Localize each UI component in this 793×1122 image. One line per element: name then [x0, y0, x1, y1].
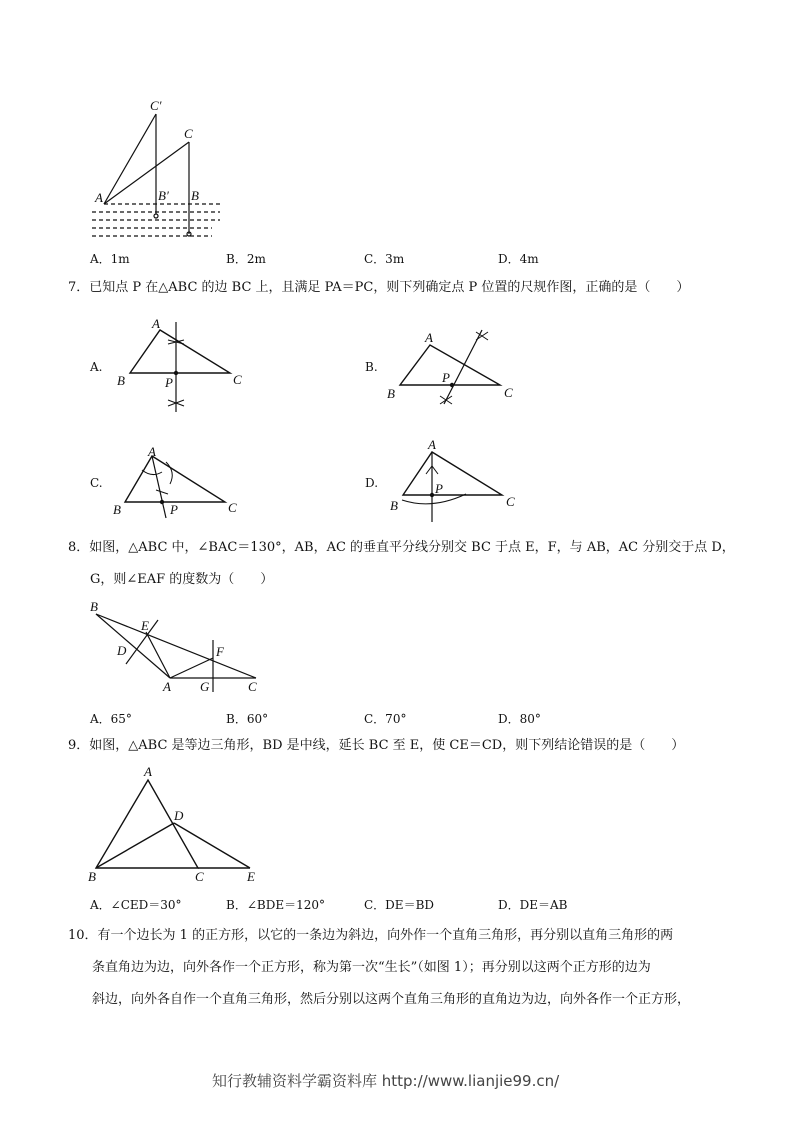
q7c-label-B: B [113, 502, 121, 517]
q8-option-d: D．80° [498, 712, 541, 726]
q9-label-D: D [174, 808, 184, 823]
q6-option-b: B．2m [226, 252, 266, 266]
q8-option-b: B．60° [226, 712, 269, 726]
q7-option-a-letter: A. [90, 360, 103, 374]
q6-option-c: C．3m [364, 252, 405, 266]
q6-option-a: A．1m [90, 252, 130, 266]
q8-option-a: A．65° [90, 712, 132, 726]
q8-label-D: D [117, 643, 127, 658]
q10-line2: 条直角边为边，向外各作一个正方形，称为第一次“生长”（如图 1）；再分别以这两个正方形的边为 [92, 960, 651, 975]
q7d-label-B: B [390, 498, 398, 513]
q6-label-Cprime: C′ [150, 98, 162, 113]
q9-option-b: B．∠BDE＝120° [226, 898, 325, 912]
q7-stem: 7．已知点 P 在△ABC 的边 BC 上，且满足 PA＝PC，则下列确定点 P 位置的尺规作图，正确的是（ ） [68, 280, 690, 295]
q6-option-d: D．4m [498, 252, 539, 266]
q7b-label-P: P [442, 370, 450, 385]
q7d-label-A: A [428, 437, 436, 452]
q7a-label-P: P [165, 375, 173, 390]
q9-label-C: C [195, 869, 204, 884]
q8-label-A: A [163, 679, 171, 694]
q9-label-B: B [88, 869, 96, 884]
q7b-label-A: A [425, 330, 433, 345]
q8-label-G: G [200, 679, 210, 694]
q7a-label-A: A [152, 316, 160, 331]
q7a-label-C: C [233, 372, 242, 387]
q7d-label-P: P [435, 481, 443, 496]
q9-option-d: D．DE＝AB [498, 898, 568, 912]
q7c-label-C: C [228, 500, 237, 515]
q10-line3: 斜边，向外各自作一个直角三角形，然后分别以这两个直角三角形的直角边为边，向外各作一个正方形， [92, 992, 691, 1007]
q6-label-Bprime: B′ [158, 188, 169, 203]
q6-label-A: A [95, 190, 103, 205]
q7b-label-C: C [504, 385, 513, 400]
q7c-label-A: A [148, 444, 156, 459]
q7a-label-B: B [117, 373, 125, 388]
q8-stem-line2: G，则∠EAF 的度数为（ ） [90, 572, 274, 587]
page-footer: 知行教辅资料学霸资料库 http://www.lianjie99.cn/ [212, 1072, 560, 1090]
q9-option-a: A．∠CED＝30° [90, 898, 182, 912]
q6-label-B: B [191, 188, 199, 203]
q10-line1: 10．有一个边长为 1 的正方形，以它的一条边为斜边，向外作一个直角三角形，再分别以直角三角形的两 [68, 928, 674, 943]
q7-option-d-letter: D. [365, 476, 379, 490]
q8-label-C: C [248, 679, 257, 694]
q7c-label-P: P [170, 502, 178, 517]
q7-option-b-letter: B. [365, 360, 378, 374]
q7b-label-B: B [387, 386, 395, 401]
q9-option-c: C．DE＝BD [364, 898, 435, 912]
q8-label-B: B [90, 599, 98, 614]
q6-label-C: C [184, 126, 193, 141]
q8-label-F: F [216, 644, 224, 659]
q9-label-A: A [144, 764, 152, 779]
q9-label-E: E [247, 869, 255, 884]
q8-stem-line1: 8．如图，△ABC 中，∠BAC＝130°，AB，AC 的垂直平分线分别交 BC 于点 E，F，与 AB，AC 分别交于点 D， [68, 540, 735, 555]
q7-option-c-letter: C. [90, 476, 103, 490]
q7d-label-C: C [506, 494, 515, 509]
q8-option-c: C．70° [364, 712, 407, 726]
q9-stem: 9．如图，△ABC 是等边三角形，BD 是中线，延长 BC 至 E，使 CE＝CD，则下列结论错误的是（ ） [68, 738, 685, 753]
q8-label-E: E [141, 618, 149, 633]
